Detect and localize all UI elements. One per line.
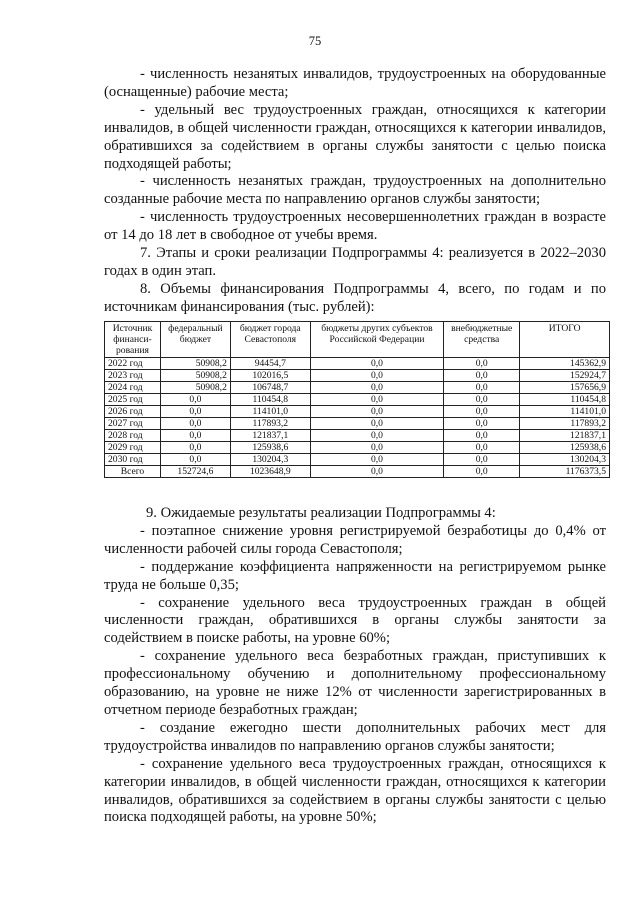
table-cell: 2022 год: [105, 358, 161, 370]
table-cell: 110454,8: [230, 394, 310, 406]
table-cell: 0,0: [444, 394, 520, 406]
table-cell: 0,0: [310, 370, 444, 382]
paragraph: - сохранение удельного веса безработных граждан, приступивших к профессиональному обучению и дополнительному профессиональному образованию, на уровне не ниже 12% от численности зарегистрированных в отчетном периоде безработных граждан;: [104, 648, 606, 718]
table-cell: 0,0: [160, 430, 230, 442]
table-total-row: [105, 466, 610, 478]
table-cell: 50908,2: [160, 370, 230, 382]
table-cell: 110454,8: [520, 394, 610, 406]
table-cell: Всего: [105, 466, 161, 478]
table-cell: 102016,5: [230, 370, 310, 382]
table-cell: 0,0: [160, 394, 230, 406]
table-cell: 0,0: [444, 418, 520, 430]
table-cell: 125938,6: [520, 442, 610, 454]
table-row: [105, 370, 610, 382]
table-cell: 0,0: [310, 442, 444, 454]
paragraph: 8. Объемы финансирования Подпрограммы 4, всего, по годам и по источникам финансирования (тыс. рублей):: [104, 280, 606, 315]
paragraph: - поддержание коэффициента напряженности на регистрируемом рынке труда не больше 0,35;: [104, 558, 606, 593]
table-cell: 0,0: [310, 454, 444, 466]
table-cell: 0,0: [444, 358, 520, 370]
table-row: [105, 430, 610, 442]
table-cell: 0,0: [160, 406, 230, 418]
table-cell: 0,0: [444, 406, 520, 418]
table-cell: 0,0: [444, 442, 520, 454]
table-cell: 0,0: [160, 454, 230, 466]
table-cell: 0,0: [310, 382, 444, 394]
table-cell: 114101,0: [520, 406, 610, 418]
table-header-row: [105, 322, 610, 358]
table-row: [105, 442, 610, 454]
table-cell: 1023648,9: [230, 466, 310, 478]
table-cell: 0,0: [444, 466, 520, 478]
table-cell: 0,0: [310, 430, 444, 442]
table-cell: 50908,2: [160, 382, 230, 394]
table-cell: 1176373,5: [520, 466, 610, 478]
table-cell: 0,0: [310, 394, 444, 406]
table-row: [105, 454, 610, 466]
table-cell: 145362,9: [520, 358, 610, 370]
table-cell: 0,0: [310, 466, 444, 478]
table-cell: 2025 год: [105, 394, 161, 406]
table-row: [105, 418, 610, 430]
table-row: [105, 358, 610, 370]
table-cell: 0,0: [444, 430, 520, 442]
table-cell: 0,0: [444, 382, 520, 394]
page-number: 75: [308, 34, 322, 48]
table-cell: 2024 год: [105, 382, 161, 394]
table-cell: 114101,0: [230, 406, 310, 418]
bottom-text-block: [104, 505, 606, 827]
table-cell: 152724,6: [160, 466, 230, 478]
column-header: федеральный бюджет: [160, 322, 230, 358]
table-cell: 0,0: [160, 418, 230, 430]
table-row: [105, 406, 610, 418]
table-row: [105, 382, 610, 394]
table-cell: 0,0: [310, 358, 444, 370]
table-cell: 117893,2: [520, 418, 610, 430]
table-cell: 2029 год: [105, 442, 161, 454]
paragraph: - создание ежегодно шести дополнительных рабочих мест для трудоустройства инвалидов по направлению органов службы занятости;: [104, 719, 606, 754]
table-cell: 2028 год: [105, 430, 161, 442]
table-cell: 0,0: [310, 418, 444, 430]
table-cell: 94454,7: [230, 358, 310, 370]
table-cell: 50908,2: [160, 358, 230, 370]
table-cell: 106748,7: [230, 382, 310, 394]
paragraph: - численность трудоустроенных несовершеннолетних граждан в возрасте от 14 до 18 лет в свободное от учебы время.: [104, 209, 606, 244]
table-cell: 130204,3: [520, 454, 610, 466]
paragraph: - численность незанятых инвалидов, трудоустроенных на оборудованные (оснащенные) рабочие места;: [104, 66, 606, 100]
paragraph: - численность незанятых граждан, трудоустроенных на дополнительно созданные рабочие места по направлению органов службы занятости;: [104, 173, 606, 208]
section-heading: 9. Ожидаемые результаты реализации Подпрограммы 4:: [146, 505, 496, 521]
column-header: бюджет города Севастополя: [230, 322, 310, 358]
paragraph: - поэтапное снижение уровня регистрируемой безработицы до 0,4% от численности рабочей силы города Севастополя;: [104, 522, 606, 557]
table-row: [105, 394, 610, 406]
table-cell: 0,0: [444, 370, 520, 382]
paragraph: - сохранение удельного веса трудоустроенных граждан, относящихся к категории инвалидов, в общей численности граждан, относящихся к категории инвалидов, обратившихся за содействием в органы службы занятости с целью поиска подходящей работы, на уровне 50%;: [104, 755, 606, 826]
paragraph: - удельный вес трудоустроенных граждан, относящихся к категории инвалидов, в общей численности граждан, относящихся к категории инвалидов, обратившихся за содействием в органы службы занятости с целью поиска подходящей работы;: [104, 101, 606, 172]
column-header: Источник финанси-рования: [105, 322, 161, 358]
top-text-block: [104, 66, 606, 317]
table-cell: 157656,9: [520, 382, 610, 394]
paragraph: 7. Этапы и сроки реализации Подпрограммы 4: реализуется в 2022–2030 годах в один этап.: [104, 245, 606, 279]
table-cell: 121837,1: [520, 430, 610, 442]
table-cell: 125938,6: [230, 442, 310, 454]
table-cell: 2026 год: [105, 406, 161, 418]
table-cell: 0,0: [310, 406, 444, 418]
table-cell: 152924,7: [520, 370, 610, 382]
table-cell: 2023 год: [105, 370, 161, 382]
table-cell: 121837,1: [230, 430, 310, 442]
table-cell: 2027 год: [105, 418, 161, 430]
column-header: ИТОГО: [520, 322, 610, 358]
table-cell: 0,0: [444, 454, 520, 466]
column-header: бюджеты других субъектов Российской Федерации: [310, 322, 444, 358]
paragraph: - сохранение удельного веса трудоустроенных граждан в общей численности граждан, обратившихся в органы службы занятости за содействием в поиске работы, на уровне 60%;: [104, 594, 606, 647]
table-cell: 2030 год: [105, 454, 161, 466]
financing-table: [104, 321, 610, 478]
table-cell: 117893,2: [230, 418, 310, 430]
table-cell: 0,0: [160, 442, 230, 454]
column-header: внебюджетные средства: [444, 322, 520, 358]
table-cell: 130204,3: [230, 454, 310, 466]
